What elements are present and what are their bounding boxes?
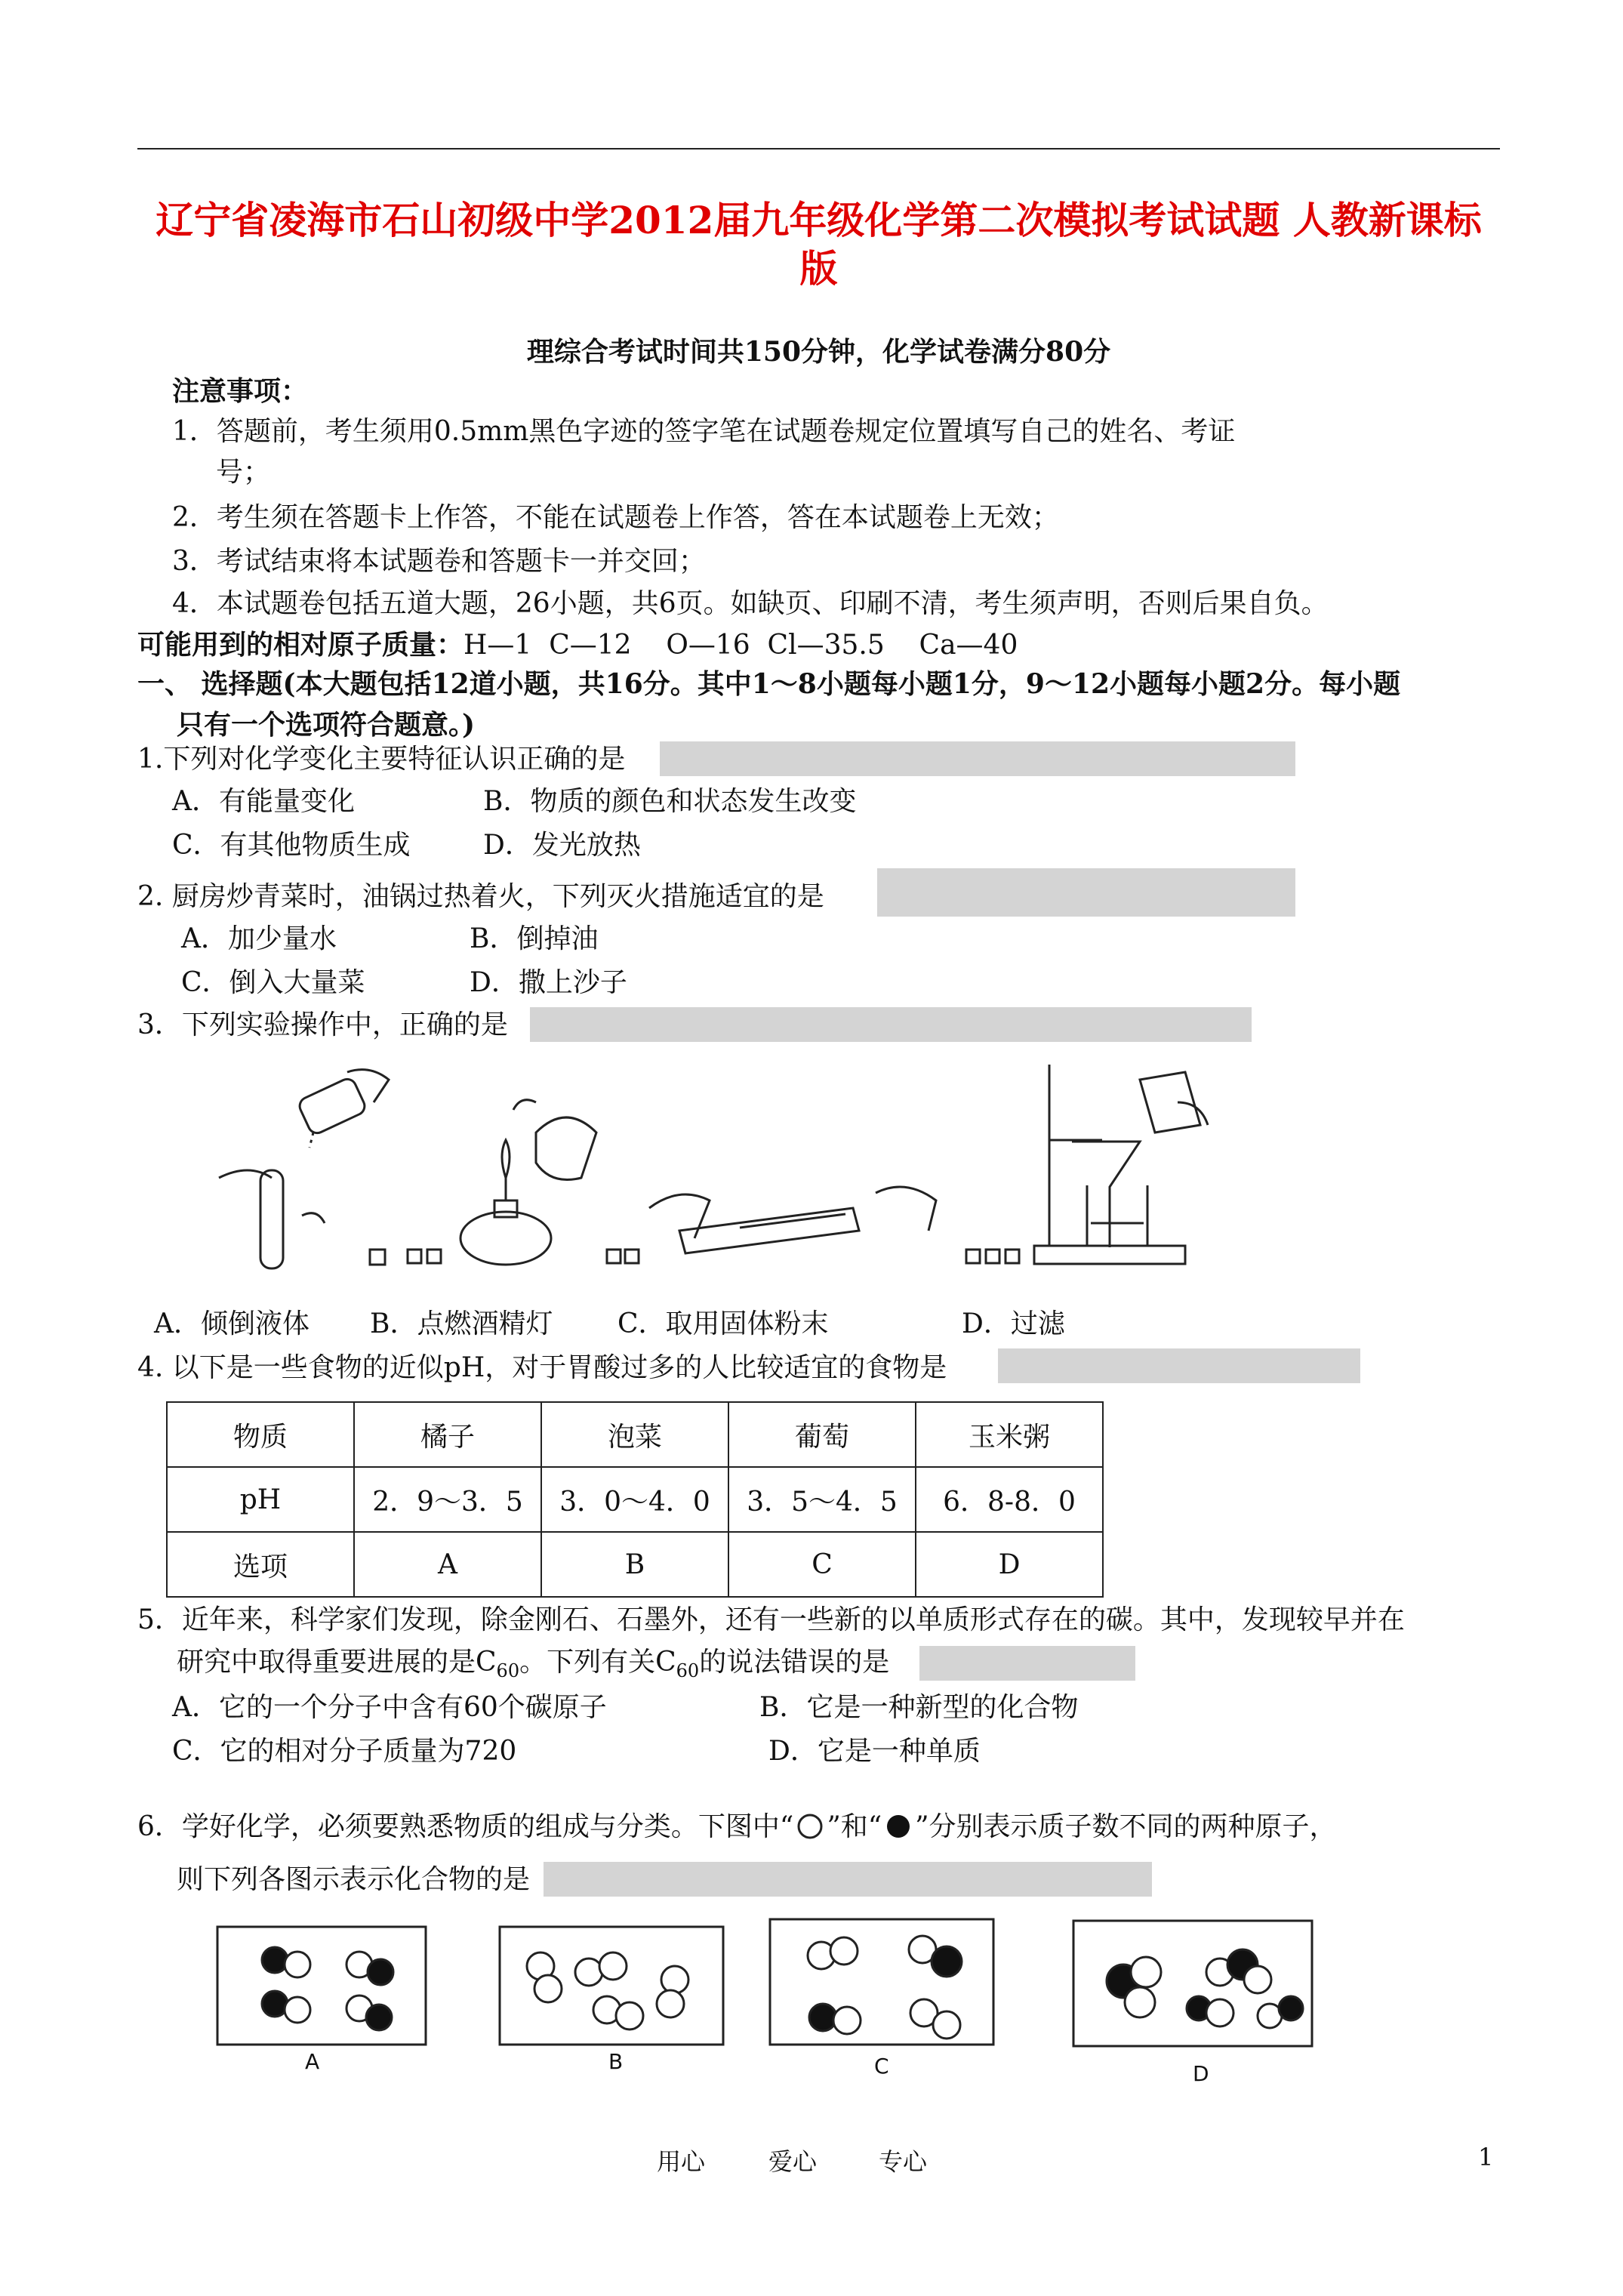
table-row	[167, 1402, 1103, 1467]
atomic-mass-label: 可能用到的相对原子质量：	[137, 629, 464, 661]
note-item-1: 1．答题前，考生须用0.5mm黑色字迹的签字笔在试题卷规定位置填写自己的姓名、考证	[172, 416, 1236, 447]
caption-a: A	[305, 2049, 320, 2074]
atomic-mass-values: H—1 C—12 O—16 Cl—35.5 Ca—40	[463, 630, 1018, 661]
molecule-box-a	[216, 1925, 427, 2046]
caption-b: B	[608, 2049, 624, 2074]
table-cell: 3．0～4．0	[541, 1467, 728, 1532]
q2-option-b[interactable]: B．倒掉油	[470, 923, 599, 954]
table-cell: 玉米粥	[916, 1402, 1103, 1467]
page-title-line1: 辽宁省凌海市石山初级中学2012届九年级化学第二次模拟考试试题 人教新课标	[156, 198, 1482, 242]
note-item-1-cont: 号；	[216, 457, 271, 488]
table-cell: 泡菜	[541, 1402, 728, 1467]
alcohol-lamp-illustration	[408, 1100, 596, 1265]
table-row	[167, 1467, 1103, 1532]
table-cell: A	[354, 1532, 541, 1597]
exam-subtitle: 理综合考试时间共150分钟，化学试卷满分80分	[526, 336, 1111, 368]
q1-answer-blank[interactable]	[660, 741, 1295, 776]
table-cell: B	[541, 1532, 728, 1597]
page-title-line2: 版	[799, 246, 838, 291]
q6-answer-blank[interactable]	[544, 1862, 1152, 1897]
header-rule	[137, 148, 1500, 149]
q4-stem: 4. 以下是一些食物的近似pH，对于胃酸过多的人比较适宜的食物是	[137, 1352, 947, 1383]
pouring-liquid-illustration	[219, 1070, 389, 1268]
q1-option-a[interactable]: A．有能量变化	[172, 786, 355, 817]
q3-stem: 3．下列实验操作中，正确的是	[137, 1009, 508, 1040]
q1-option-b[interactable]: B．物质的颜色和状态发生改变	[483, 786, 857, 817]
note-item-4: 4．本试题卷包括五道大题，26小题，共6页。如缺页、印刷不清，考生须声明，否则后果自负。	[172, 588, 1329, 619]
molecule-box-d	[1072, 1919, 1313, 2048]
black-atom-icon	[882, 1813, 915, 1840]
table-cell: 3．5～4．5	[728, 1467, 916, 1532]
note-item-3: 3．考试结束将本试题卷和答题卡一并交回；	[172, 546, 706, 577]
q6-line1: 6．学好化学，必须要熟悉物质的组成与分类。下图中“ ”和“ ”分别表示质子数不同的两种原子，	[137, 1811, 1337, 1842]
q6-line2: 则下列各图示表示化合物的是	[177, 1864, 531, 1895]
page-number: 1	[1478, 2143, 1494, 2171]
table-cell: 2．9～3．5	[354, 1467, 541, 1532]
molecule-box-b	[498, 1925, 725, 2046]
note-item-2: 2．考生须在答题卡上作答，不能在试题卷上作答，答在本试题卷上无效；	[172, 502, 1059, 533]
section1-heading-line2: 只有一个选项符合题意。)	[177, 709, 476, 741]
table-header-cell: 选项	[167, 1532, 354, 1597]
ph-table	[166, 1401, 1104, 1598]
table-cell: 橘子	[354, 1402, 541, 1467]
table-cell: C	[728, 1532, 916, 1597]
table-header-cell: pH	[167, 1467, 354, 1532]
q5-option-d[interactable]: D．它是一种单质	[768, 1736, 981, 1767]
q3-option-a[interactable]: A．倾倒液体	[154, 1308, 310, 1339]
notes-heading: 注意事项：	[172, 375, 309, 407]
atomic-mass-line	[137, 628, 1018, 662]
q3-answer-blank[interactable]	[530, 1007, 1252, 1042]
table-row	[167, 1532, 1103, 1597]
footer-text-1: 用心	[657, 2147, 706, 2176]
section1-heading-line1: 一、 选择题(本大题包括12道小题，共16分。其中1～8小题每小题1分，9～12小题每小题2分。每小题	[137, 668, 1401, 700]
q3-option-b[interactable]: B．点燃酒精灯	[370, 1308, 553, 1339]
filtration-illustration	[966, 1065, 1208, 1264]
q2-option-a[interactable]: A．加少量水	[181, 923, 337, 954]
q1-option-d[interactable]: D．发光放热	[483, 830, 641, 861]
table-cell: 葡萄	[728, 1402, 916, 1467]
q5-option-c[interactable]: C．它的相对分子质量为720	[172, 1736, 517, 1767]
solid-powder-illustration	[607, 1187, 936, 1263]
q5-line2: 研究中取得重要进展的是$C_{60}$。下列有关$C_{60}$的说法错误的是	[177, 1647, 890, 1682]
q2-option-c[interactable]: C．倒入大量菜	[181, 967, 365, 998]
caption-c: C	[874, 2054, 889, 2079]
q2-option-d[interactable]: D．撒上沙子	[470, 967, 627, 998]
q5-line1: 5．近年来，科学家们发现，除金刚石、石墨外，还有一些新的以单质形式存在的碳。其中，发现较早并在	[137, 1604, 1405, 1635]
molecule-box-c	[768, 1918, 995, 2046]
q1-option-c[interactable]: C．有其他物质生成	[172, 830, 411, 861]
q3-option-d[interactable]: D．过滤	[962, 1308, 1065, 1339]
q5-option-a[interactable]: A．它的一个分子中含有60个碳原子	[172, 1692, 607, 1723]
table-header-cell: 物质	[167, 1402, 354, 1467]
q2-answer-blank[interactable]	[877, 868, 1295, 917]
lab-operations-figure	[196, 1057, 1238, 1284]
footer-text-2: 爱心	[768, 2147, 818, 2176]
q3-option-c[interactable]: C．取用固体粉末	[617, 1308, 829, 1339]
q1-stem: 1.下列对化学变化主要特征认识正确的是	[137, 744, 626, 775]
table-cell: D	[916, 1532, 1103, 1597]
q4-answer-blank[interactable]	[998, 1348, 1360, 1383]
q5-answer-blank[interactable]	[919, 1646, 1135, 1681]
q2-stem: 2. 厨房炒青菜时，油锅过热着火，下列灭火措施适宜的是	[137, 881, 824, 912]
q5-option-b[interactable]: B．它是一种新型的化合物	[759, 1692, 1079, 1723]
white-atom-icon	[793, 1813, 827, 1840]
caption-d: D	[1193, 2061, 1209, 2086]
table-cell: 6．8-8．0	[916, 1467, 1103, 1532]
footer-text-3: 专心	[879, 2147, 928, 2176]
